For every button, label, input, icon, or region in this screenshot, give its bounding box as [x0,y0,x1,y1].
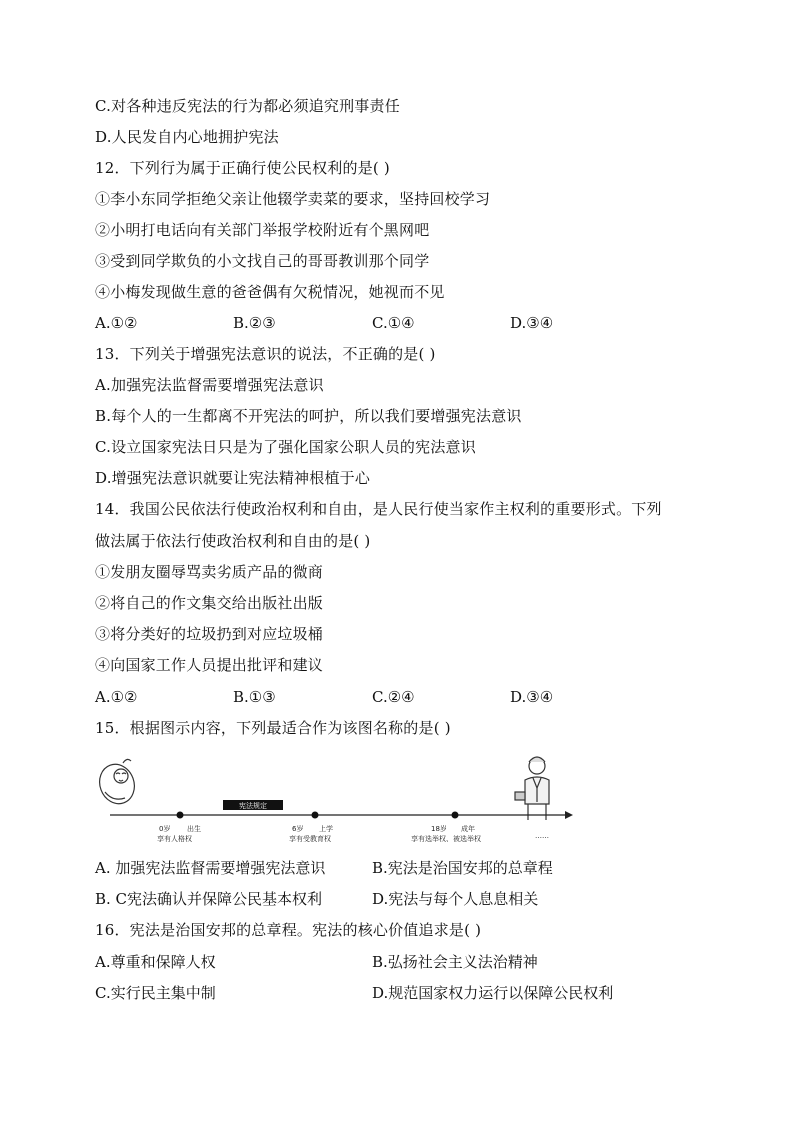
timeline-event-birth: 出生 [187,825,201,833]
q14-item-4: ④向国家工作人员提出批评和建议 [95,656,324,674]
q16-stem: 16．宪法是治国安邦的总章程。宪法的核心价值追求是( ) [95,921,482,939]
q14-item-2: ②将自己的作文集交给出版社出版 [95,594,324,612]
q14-item-3: ③将分类好的垃圾扔到对应垃圾桶 [95,625,324,643]
q12-option-c: C.①④ [372,314,415,332]
q14-option-a: A.①② [95,688,138,706]
q12-option-b: B.②③ [233,314,276,332]
q12-stem: 12．下列行为属于正确行使公民权利的是( ) [95,159,390,177]
timeline-age-0: 0岁 [159,825,171,833]
q12-option-d: D.③④ [510,314,554,332]
constitution-label: 宪法规定 [239,802,267,810]
timeline-event-school: 上学 [319,825,333,833]
timeline-point-school [312,812,319,819]
q14-option-c: C.②④ [372,688,415,706]
q12-option-a: A.①② [95,314,138,332]
baby-icon [95,759,140,808]
q13-option-c: C.设立国家宪法日只是为了强化国家公职人员的宪法意识 [95,438,476,456]
timeline-event-adult: 成年 [461,825,475,833]
q14-item-1: ①发朋友圈辱骂卖劣质产品的微商 [95,563,324,581]
q15-option-c: B. C宪法确认并保障公民基本权利 [95,890,323,908]
q13-stem: 13．下列关于增强宪法意识的说法，不正确的是( ) [95,345,436,363]
timeline-age-18: 18岁 [431,825,447,833]
q11-option-d: D.人民发自内心地拥护宪法 [95,128,279,146]
q14-stem-line2: 做法属于依法行使政治权利和自由的是( ) [95,532,371,550]
q13-option-d: D.增强宪法意识就要让宪法精神根植于心 [95,469,371,487]
q15-timeline-figure [95,748,575,848]
adult-man-icon [515,757,549,820]
q13-option-b: B.每个人的一生都离不开宪法的呵护，所以我们要增强宪法意识 [95,407,522,425]
timeline-svg [95,748,575,848]
q14-option-d: D.③④ [510,688,554,706]
timeline-point-adult [452,812,459,819]
q15-option-a: A. 加强宪法监督需要增强宪法意识 [95,859,326,877]
q12-item-2: ②小明打电话向有关部门举报学校附近有个黑网吧 [95,221,430,239]
q16-option-d: D.规范国家权力运行以保障公民权利 [372,984,614,1002]
timeline-ellipsis: …… [535,832,549,840]
q15-option-b: B.宪法是治国安邦的总章程 [372,859,553,877]
q16-option-c: C.实行民主集中制 [95,984,216,1002]
q11-option-c: C.对各种违反宪法的行为都必须追究刑事责任 [95,97,400,115]
q15-stem: 15．根据图示内容，下列最适合作为该图名称的是( ) [95,719,451,737]
q12-item-4: ④小梅发现做生意的爸爸偶有欠税情况，她视而不见 [95,283,445,301]
timeline-arrowhead [565,811,573,819]
timeline-right-personality: 享有人格权 [157,835,192,843]
q16-option-a: A.尊重和保障人权 [95,953,216,971]
q14-stem-line1: 14．我国公民依法行使政治权利和自由，是人民行使当家作主权利的重要形式。下列 [95,500,662,518]
q13-option-a: A.加强宪法监督需要增强宪法意识 [95,376,324,394]
timeline-right-education: 享有受教育权 [289,835,331,843]
timeline-right-election: 享有选举权、被选举权 [411,835,481,843]
timeline-point-birth [177,812,184,819]
q12-item-1: ①李小东同学拒绝父亲让他辍学卖菜的要求，坚持回校学习 [95,190,491,208]
q15-option-d: D.宪法与每个人息息相关 [372,890,539,908]
q12-item-3: ③受到同学欺负的小文找自己的哥哥教训那个同学 [95,252,430,270]
timeline-age-6: 6岁 [292,825,304,833]
q16-option-b: B.弘扬社会主义法治精神 [372,953,538,971]
q14-option-b: B.①③ [233,688,276,706]
